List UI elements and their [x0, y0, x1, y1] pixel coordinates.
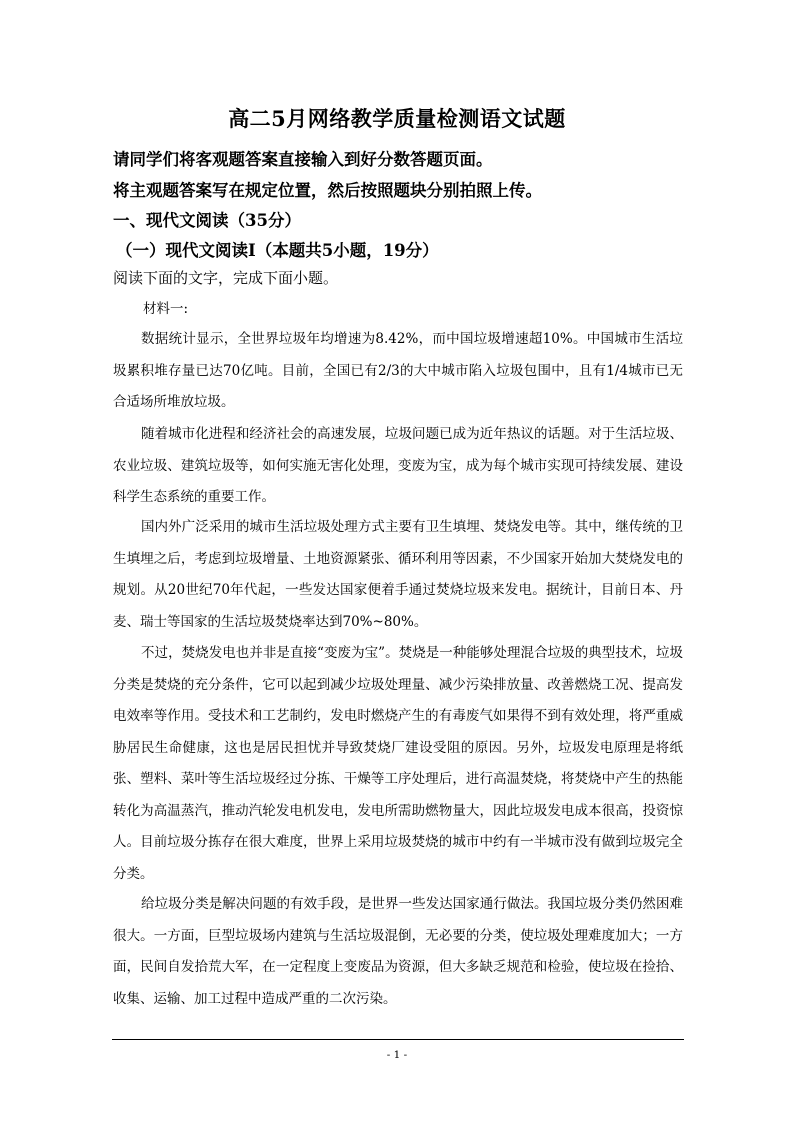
reading-prompt: 阅读下面的文字，完成下面小题。	[113, 269, 339, 287]
body-paragraph: 给垃圾分类是解决问题的有效手段，是世界一些发达国家通行做法。我国垃圾分类仍然困难很大。一方面，巨型垃圾场内建筑与生活垃圾混倒，无必要的分类，使垃圾处理难度加大；一方面，民间自发拾荒大军，在一定程度上变废品为资源，但大多缺乏规范和检验，使垃圾在捡拾、收集、运输、加工过程中造成严重的二次污染。	[113, 896, 683, 1007]
body-paragraph: 随着城市化进程和经济社会的高速发展，垃圾问题已成为近年热议的话题。对于生活垃圾、农业垃圾、建筑垃圾等，如何实施无害化处理，变废为宝，成为每个城市实现可持续发展、建设科学生态系统的重要工作。	[113, 426, 683, 505]
exam-title: 高二5月网络教学质量检测语文试题	[228, 106, 566, 131]
material-label: 材料一:	[143, 301, 189, 317]
section-heading: 一、现代文阅读（35分）	[113, 211, 301, 230]
page-number: - 1 -	[386, 1049, 408, 1061]
footer-divider	[112, 1039, 684, 1040]
instruction-subjective: 将主观题答案写在规定位置，然后按照题块分别拍照上传。	[113, 181, 542, 200]
instruction-objective: 请同学们将客观题答案直接输入到好分数答题页面。	[113, 150, 493, 169]
body-paragraph: 不过，焚烧发电也并非是直接“变废为宝”。焚烧是一种能够处理混合垃圾的典型技术，垃圾分类是焚烧的充分条件，它可以起到减少垃圾处理量、减少污染排放量、改善燃烧工况、提高发电效率等作用。受技术和工艺制约，发电时燃烧产生的有毒废气如果得不到有效处理，将严重威胁居民生命健康，这也是居民担忧并导致焚烧厂建设受阻的原因。另外，垃圾发电原理是将纸张、塑料、菜叶等生活垃圾经过分拣、干燥等工序处理后，进行高温焚烧，将焚烧中产生的热能转化为高温蒸汽，推动汽轮发电机发电，发电所需助燃物量大，因此垃圾发电成本很高，投资惊人。目前垃圾分拣存在很大难度，世界上采用垃圾焚烧的城市中约有一半城市没有做到垃圾完全分类。	[113, 645, 683, 882]
body-paragraph: 数据统计显示，全世界垃圾年均增速为8.42%，而中国垃圾增速超10%。中国城市生活垃圾累积堆存量已达70亿吨。目前，全国已有2/3的大中城市陷入垃圾包围中，且有1/4城市已无合适场所堆放垃圾。	[113, 331, 683, 410]
subsection-heading: （一）现代文阅读Ⅰ（本题共5小题，19分）	[116, 241, 439, 260]
body-paragraph: 国内外广泛采用的城市生活垃圾处理方式主要有卫生填埋、焚烧发电等。其中，继传统的卫生填埋之后，考虑到垃圾增量、土地资源紧张、循环利用等因素，不少国家开始加大焚烧发电的规划。从20世纪70年代起，一些发达国家便着手通过焚烧垃圾来发电。据统计，目前日本、丹麦、瑞士等国家的生活垃圾焚烧率达到70%~80%。	[113, 519, 683, 630]
